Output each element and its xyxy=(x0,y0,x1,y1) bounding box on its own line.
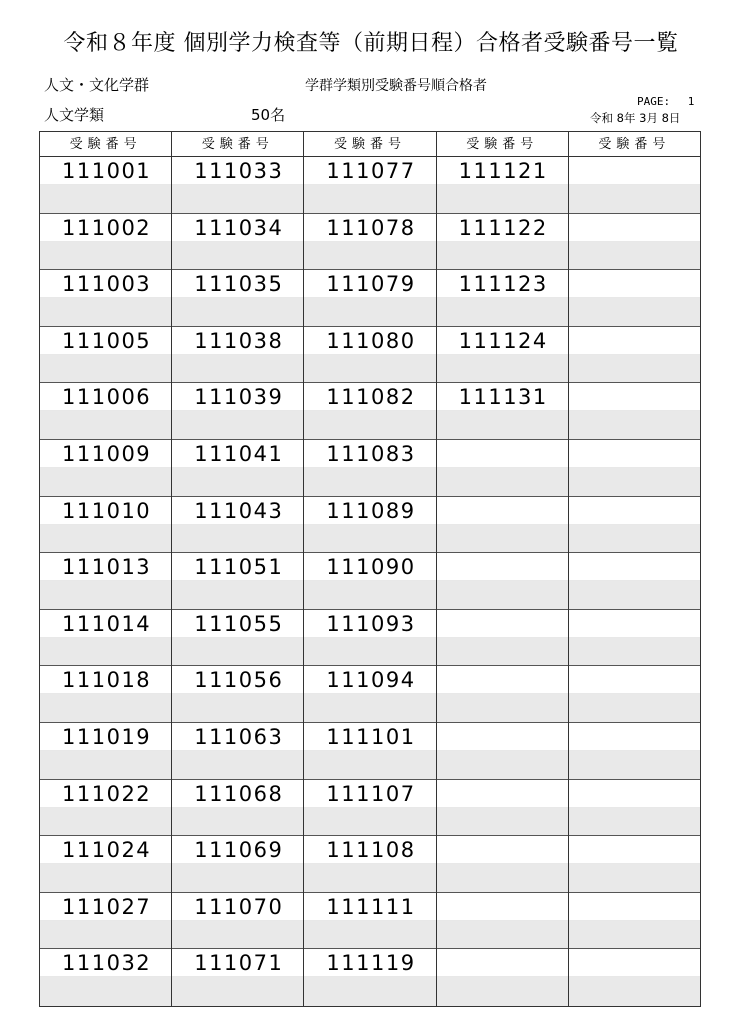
table-row xyxy=(569,157,700,214)
exam-number xyxy=(569,610,700,638)
table-row xyxy=(437,440,568,497)
row-shade xyxy=(304,411,435,439)
row-shade xyxy=(437,298,568,326)
table-row xyxy=(437,610,568,667)
exam-number: 111014 xyxy=(40,610,171,638)
exam-number: 111070 xyxy=(172,893,303,921)
row-shade xyxy=(40,242,171,270)
row-shade xyxy=(172,864,303,892)
exam-number: 111111 xyxy=(304,893,435,921)
exam-number: 111002 xyxy=(40,214,171,242)
row-shade xyxy=(569,411,700,439)
table-row xyxy=(437,327,568,384)
row-shade xyxy=(569,298,700,326)
exam-number: 111035 xyxy=(172,270,303,298)
exam-number: 111077 xyxy=(304,157,435,185)
exam-number: 111013 xyxy=(40,553,171,581)
row-shade xyxy=(40,808,171,836)
table-row xyxy=(437,723,568,780)
exam-number xyxy=(569,214,700,242)
row-shade xyxy=(304,185,435,213)
exam-number xyxy=(569,893,700,921)
row-shade xyxy=(172,581,303,609)
exam-number xyxy=(569,327,700,355)
list-subtitle: 学群学類別受験番号順合格者 xyxy=(305,78,487,94)
exam-number: 111032 xyxy=(40,949,171,977)
row-shade xyxy=(569,185,700,213)
row-shade xyxy=(172,468,303,496)
row-shade xyxy=(304,808,435,836)
table-row xyxy=(304,327,435,384)
table-row xyxy=(172,949,303,1006)
table-row xyxy=(569,780,700,837)
department-label: 人文学類 xyxy=(44,106,105,124)
table-row xyxy=(437,497,568,554)
exam-number: 111005 xyxy=(40,327,171,355)
row-shade xyxy=(172,751,303,779)
exam-number xyxy=(569,440,700,468)
row-shade xyxy=(437,751,568,779)
table-column xyxy=(437,132,569,1006)
table-row xyxy=(172,723,303,780)
row-shade xyxy=(569,468,700,496)
exam-number: 111019 xyxy=(40,723,171,751)
table-row xyxy=(437,553,568,610)
exam-number: 111068 xyxy=(172,780,303,808)
row-shade xyxy=(569,864,700,892)
row-shade xyxy=(172,525,303,553)
table-row xyxy=(40,553,171,610)
table-row xyxy=(40,270,171,327)
exam-number xyxy=(569,949,700,977)
row-shade xyxy=(437,185,568,213)
exam-number: 111078 xyxy=(304,214,435,242)
exam-number: 111018 xyxy=(40,666,171,694)
exam-number: 111131 xyxy=(437,383,568,411)
exam-number: 111051 xyxy=(172,553,303,581)
table-row xyxy=(569,553,700,610)
exam-number xyxy=(569,666,700,694)
row-shade xyxy=(437,977,568,1006)
exam-number xyxy=(569,836,700,864)
table-row xyxy=(40,440,171,497)
table-row xyxy=(172,666,303,723)
table-column xyxy=(40,132,172,1006)
table-row xyxy=(40,383,171,440)
row-shade xyxy=(437,242,568,270)
exam-number xyxy=(437,610,568,638)
row-shade xyxy=(40,581,171,609)
column-header: 受験番号 xyxy=(569,132,700,157)
table-row xyxy=(40,610,171,667)
exam-number: 111009 xyxy=(40,440,171,468)
table-row xyxy=(172,836,303,893)
table-row xyxy=(40,723,171,780)
row-shade xyxy=(40,694,171,722)
row-shade xyxy=(172,298,303,326)
table-row xyxy=(40,949,171,1006)
table-row xyxy=(569,723,700,780)
table-column xyxy=(569,132,700,1006)
row-shade xyxy=(40,185,171,213)
exam-number: 111107 xyxy=(304,780,435,808)
row-shade xyxy=(304,298,435,326)
exam-number: 111089 xyxy=(304,497,435,525)
row-shade xyxy=(172,921,303,949)
exam-number: 111055 xyxy=(172,610,303,638)
table-row xyxy=(304,610,435,667)
table-row xyxy=(569,893,700,950)
exam-number xyxy=(437,666,568,694)
column-header: 受験番号 xyxy=(172,132,303,157)
table-row xyxy=(40,893,171,950)
exam-number: 111034 xyxy=(172,214,303,242)
row-shade xyxy=(40,411,171,439)
row-shade xyxy=(172,411,303,439)
row-shade xyxy=(437,411,568,439)
exam-number: 111079 xyxy=(304,270,435,298)
exam-number: 111094 xyxy=(304,666,435,694)
exam-number: 111027 xyxy=(40,893,171,921)
table-row xyxy=(569,497,700,554)
table-row xyxy=(437,893,568,950)
row-shade xyxy=(437,864,568,892)
table-row xyxy=(40,836,171,893)
publish-date: 令和 8年 3月 8日 xyxy=(590,111,681,125)
exam-number: 111082 xyxy=(304,383,435,411)
table-row xyxy=(569,383,700,440)
row-shade xyxy=(40,751,171,779)
exam-number xyxy=(569,497,700,525)
table-row xyxy=(569,214,700,271)
row-shade xyxy=(569,977,700,1006)
table-row xyxy=(437,780,568,837)
exam-number: 111003 xyxy=(40,270,171,298)
exam-number: 111080 xyxy=(304,327,435,355)
table-row xyxy=(172,327,303,384)
exam-number: 111123 xyxy=(437,270,568,298)
table-row xyxy=(40,497,171,554)
column-header: 受験番号 xyxy=(304,132,435,157)
exam-number: 111069 xyxy=(172,836,303,864)
row-shade xyxy=(569,921,700,949)
exam-number: 111024 xyxy=(40,836,171,864)
exam-number xyxy=(437,780,568,808)
row-shade xyxy=(172,185,303,213)
row-shade xyxy=(569,694,700,722)
table-row xyxy=(437,157,568,214)
row-shade xyxy=(304,468,435,496)
row-shade xyxy=(304,638,435,666)
row-shade xyxy=(437,694,568,722)
table-row xyxy=(304,666,435,723)
exam-number xyxy=(437,553,568,581)
table-row xyxy=(172,553,303,610)
row-shade xyxy=(437,525,568,553)
exam-number xyxy=(437,497,568,525)
exam-number: 111122 xyxy=(437,214,568,242)
exam-number xyxy=(569,780,700,808)
row-shade xyxy=(40,298,171,326)
table-row xyxy=(569,270,700,327)
row-shade xyxy=(40,468,171,496)
row-shade xyxy=(569,355,700,383)
exam-number xyxy=(437,893,568,921)
table-row xyxy=(304,157,435,214)
exam-number xyxy=(437,949,568,977)
table-row xyxy=(172,780,303,837)
row-shade xyxy=(437,808,568,836)
exam-number: 111124 xyxy=(437,327,568,355)
exam-number: 111063 xyxy=(172,723,303,751)
table-row xyxy=(569,610,700,667)
row-shade xyxy=(40,977,171,1006)
table-row xyxy=(437,666,568,723)
exam-number: 111022 xyxy=(40,780,171,808)
table-row xyxy=(304,949,435,1006)
table-row xyxy=(437,949,568,1006)
table-row xyxy=(40,214,171,271)
exam-number xyxy=(569,723,700,751)
exam-number: 111071 xyxy=(172,949,303,977)
table-row xyxy=(304,497,435,554)
table-row xyxy=(304,270,435,327)
exam-number xyxy=(569,383,700,411)
row-shade xyxy=(569,808,700,836)
exam-number: 111033 xyxy=(172,157,303,185)
row-shade xyxy=(304,751,435,779)
table-row xyxy=(437,836,568,893)
table-row xyxy=(437,383,568,440)
row-shade xyxy=(304,525,435,553)
table-row xyxy=(304,553,435,610)
table-row xyxy=(437,270,568,327)
row-shade xyxy=(304,694,435,722)
row-shade xyxy=(40,525,171,553)
row-shade xyxy=(172,977,303,1006)
table-row xyxy=(40,327,171,384)
exam-number: 111119 xyxy=(304,949,435,977)
table-row xyxy=(569,666,700,723)
row-shade xyxy=(569,581,700,609)
row-shade xyxy=(172,808,303,836)
row-shade xyxy=(40,355,171,383)
table-column xyxy=(304,132,436,1006)
table-row xyxy=(304,383,435,440)
exam-number: 111083 xyxy=(304,440,435,468)
row-shade xyxy=(569,751,700,779)
column-header: 受験番号 xyxy=(40,132,171,157)
row-shade xyxy=(569,525,700,553)
row-shade xyxy=(437,355,568,383)
page-number: PAGE: 1 xyxy=(637,95,695,108)
exam-number xyxy=(437,440,568,468)
row-shade xyxy=(437,468,568,496)
row-shade xyxy=(172,638,303,666)
row-shade xyxy=(172,355,303,383)
exam-number xyxy=(569,553,700,581)
table-row xyxy=(172,270,303,327)
exam-number: 111108 xyxy=(304,836,435,864)
row-shade xyxy=(172,694,303,722)
table-row xyxy=(172,214,303,271)
row-shade xyxy=(437,581,568,609)
exam-number: 111006 xyxy=(40,383,171,411)
exam-number: 111010 xyxy=(40,497,171,525)
row-shade xyxy=(172,242,303,270)
row-shade xyxy=(304,242,435,270)
exam-number: 111043 xyxy=(172,497,303,525)
exam-number xyxy=(569,270,700,298)
row-shade xyxy=(569,638,700,666)
table-row xyxy=(172,440,303,497)
table-row xyxy=(304,440,435,497)
exam-number: 111056 xyxy=(172,666,303,694)
table-row xyxy=(40,780,171,837)
row-shade xyxy=(304,581,435,609)
column-header: 受験番号 xyxy=(437,132,568,157)
row-shade xyxy=(437,921,568,949)
table-column xyxy=(172,132,304,1006)
table-row xyxy=(172,893,303,950)
row-shade xyxy=(304,355,435,383)
row-shade xyxy=(437,638,568,666)
exam-number: 111038 xyxy=(172,327,303,355)
table-row xyxy=(304,780,435,837)
exam-number xyxy=(569,157,700,185)
passer-count: 50名 xyxy=(251,106,286,124)
table-row xyxy=(569,949,700,1006)
table-row xyxy=(304,836,435,893)
table-row xyxy=(304,723,435,780)
table-row xyxy=(304,214,435,271)
row-shade xyxy=(304,977,435,1006)
table-row xyxy=(40,157,171,214)
row-shade xyxy=(304,864,435,892)
exam-number: 111121 xyxy=(437,157,568,185)
table-row xyxy=(569,836,700,893)
exam-number: 111090 xyxy=(304,553,435,581)
table-row xyxy=(304,893,435,950)
table-row xyxy=(437,214,568,271)
exam-number: 111093 xyxy=(304,610,435,638)
row-shade xyxy=(40,921,171,949)
exam-number xyxy=(437,836,568,864)
faculty-label: 人文・文化学群 xyxy=(44,76,150,94)
row-shade xyxy=(40,864,171,892)
exam-number xyxy=(437,723,568,751)
table-row xyxy=(172,610,303,667)
row-shade xyxy=(304,921,435,949)
table-row xyxy=(172,383,303,440)
exam-number: 111039 xyxy=(172,383,303,411)
row-shade xyxy=(40,638,171,666)
exam-number: 111001 xyxy=(40,157,171,185)
row-shade xyxy=(569,242,700,270)
table-row xyxy=(569,327,700,384)
exam-number: 111041 xyxy=(172,440,303,468)
page-title: 令和８年度 個別学力検査等（前期日程）合格者受験番号一覧 xyxy=(63,31,679,56)
exam-number: 111101 xyxy=(304,723,435,751)
exam-number-table xyxy=(39,131,701,1007)
table-row xyxy=(172,497,303,554)
table-row xyxy=(569,440,700,497)
table-row xyxy=(172,157,303,214)
table-row xyxy=(40,666,171,723)
